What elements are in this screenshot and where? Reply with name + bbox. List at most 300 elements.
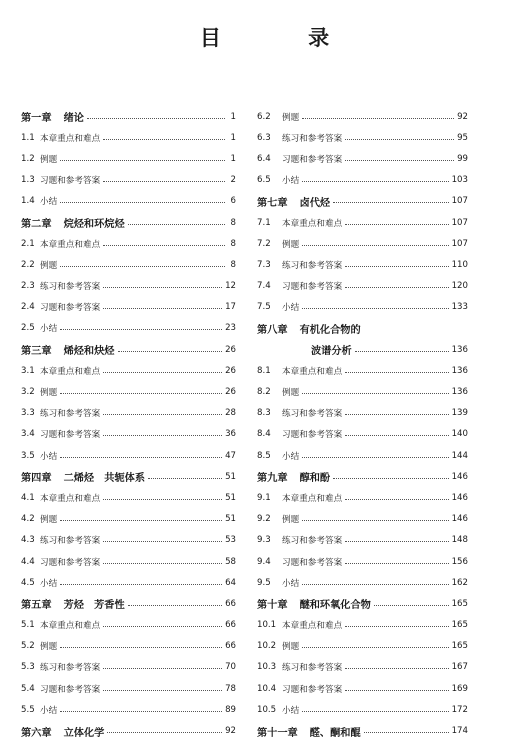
toc-dot-leader [302, 583, 448, 585]
toc-section-entry[interactable] [257, 551, 468, 572]
toc-entry-title: 练习和参考答案 [40, 536, 101, 547]
toc-section-entry[interactable] [21, 678, 236, 699]
toc-entry-number: 1.4 [21, 196, 35, 207]
toc-section-entry[interactable] [257, 530, 468, 551]
toc-entry-page: 26 [225, 344, 236, 355]
toc-entry-page: 165 [451, 598, 468, 609]
toc-entry-title: 小结 [40, 578, 58, 589]
toc-dot-leader [118, 350, 223, 352]
toc-section-entry[interactable] [257, 657, 468, 678]
toc-entry-page: 53 [225, 535, 236, 546]
toc-entry-number: 5.2 [21, 641, 35, 652]
toc-entry-page: 139 [451, 408, 468, 419]
toc-dot-leader [103, 138, 225, 140]
toc-dot-leader [355, 350, 449, 352]
toc-entry-number: 8.2 [257, 387, 271, 398]
toc-entry-number: 8.3 [257, 408, 271, 419]
toc-entry-page: 89 [225, 704, 236, 715]
toc-entry-number: 第一章 [21, 113, 52, 125]
toc-section-entry[interactable] [257, 254, 468, 275]
toc-dot-leader [107, 731, 222, 733]
page-title: 目 录 [199, 26, 370, 50]
toc-dot-leader [333, 201, 448, 203]
toc-chapter-entry[interactable] [21, 339, 236, 360]
toc-entry-title: 绪论 [63, 113, 84, 125]
toc-dot-leader [103, 413, 222, 415]
toc-entry-page: 47 [225, 450, 236, 461]
toc-section-entry[interactable] [21, 445, 236, 466]
toc-entry-page: 95 [457, 132, 468, 143]
toc-dot-leader [302, 646, 448, 648]
toc-dot-leader [345, 498, 448, 500]
toc-section-entry[interactable] [21, 297, 236, 318]
toc-entry-page: 66 [225, 641, 236, 652]
toc-entry-page: 70 [225, 662, 236, 673]
toc-entry-page: 103 [451, 175, 468, 186]
toc-entry-number: 9.5 [257, 577, 271, 588]
toc-entry-page: 133 [451, 302, 468, 313]
toc-entry-number: 6.3 [257, 132, 271, 143]
toc-entry-number: 2.1 [21, 238, 35, 249]
toc-chapter-entry[interactable] [21, 212, 236, 233]
toc-dot-leader [364, 731, 449, 733]
toc-entry-title: 小结 [40, 324, 58, 335]
toc-entry-title: 例题 [40, 260, 58, 271]
toc-entry-page: 162 [451, 577, 468, 588]
toc-entry-title: 习题和参考答案 [40, 684, 101, 695]
toc-entry-number: 第五章 [21, 600, 52, 612]
toc-dot-leader [345, 540, 448, 542]
toc-entry-page: 146 [451, 514, 468, 525]
toc-dot-leader [103, 498, 222, 500]
toc-entry-page: 156 [451, 556, 468, 567]
toc-entry-title: 本章重点和难点 [40, 366, 101, 377]
toc-entry-number: 4.1 [21, 492, 35, 503]
toc-entry-number: 4.3 [21, 535, 35, 546]
toc-entry-title: 习题和参考答案 [40, 557, 101, 568]
toc-section-entry[interactable] [21, 424, 236, 445]
toc-section-entry[interactable] [257, 360, 468, 381]
toc-entry-page: 92 [225, 726, 236, 737]
toc-entry-title: 习题和参考答案 [282, 154, 343, 165]
toc-entry-title: 小结 [40, 451, 58, 462]
toc-dot-leader [60, 392, 222, 394]
toc-entry-title: 小结 [40, 197, 58, 208]
toc-entry-number: 第三章 [21, 346, 52, 358]
toc-entry-page: 58 [225, 556, 236, 567]
toc-chapter-entry[interactable] [21, 466, 236, 487]
toc-dot-leader [87, 117, 225, 119]
toc-entry-page: 92 [457, 111, 468, 122]
toc-entry-number: 第九章 [257, 473, 288, 485]
toc-entry-number: 3.1 [21, 365, 35, 376]
toc-entry-number: 5.1 [21, 620, 35, 631]
toc-section-entry[interactable] [21, 530, 236, 551]
toc-entry-page: 107 [451, 196, 468, 207]
toc-entry-number: 6.4 [257, 153, 271, 164]
toc-entry-number: 1.3 [21, 175, 35, 186]
toc-dot-leader [345, 138, 454, 140]
toc-entry-title: 练习和参考答案 [282, 133, 343, 144]
toc-chapter-entry[interactable] [257, 593, 468, 614]
toc-entry-title: 例题 [40, 388, 58, 399]
toc-entry-number: 7.5 [257, 302, 271, 313]
toc-entry-page: 12 [225, 281, 236, 292]
toc-entry-title: 本章重点和难点 [282, 218, 343, 229]
toc-dot-leader [60, 519, 222, 521]
toc-section-entry[interactable] [21, 487, 236, 508]
toc-dot-leader [302, 456, 448, 458]
toc-entry-number: 第四章 [21, 473, 52, 485]
toc-entry-title: 小结 [282, 176, 300, 187]
toc-entry-number: 2.3 [21, 281, 35, 292]
toc-dot-leader [60, 201, 225, 203]
toc-entry-number: 7.4 [257, 281, 271, 292]
toc-section-entry[interactable] [21, 572, 236, 593]
toc-entry-number: 第六章 [21, 727, 52, 739]
toc-entry-number: 4.4 [21, 556, 35, 567]
toc-section-entry[interactable] [21, 699, 236, 720]
toc-entry-title: 本章重点和难点 [282, 621, 343, 632]
toc-entry-page: 28 [225, 408, 236, 419]
toc-section-entry[interactable] [21, 636, 236, 657]
toc-dot-leader [103, 307, 222, 309]
toc-dot-leader [302, 180, 448, 182]
toc-left-column [21, 106, 236, 742]
toc-section-entry[interactable] [21, 360, 236, 381]
toc-dot-leader [345, 667, 448, 669]
toc-entry-page: 110 [451, 259, 468, 270]
toc-entry-number: 1.1 [21, 132, 35, 143]
toc-dot-leader [60, 265, 225, 267]
toc-section-entry[interactable] [257, 615, 468, 636]
toc-entry-number: 5.5 [21, 704, 35, 715]
toc-entry-page: 165 [451, 620, 468, 631]
toc-dot-leader [345, 434, 448, 436]
toc-dot-leader [103, 625, 222, 627]
toc-dot-leader [148, 477, 222, 479]
toc-dot-leader [103, 244, 225, 246]
toc-entry-page: 107 [451, 238, 468, 249]
toc-entry-title: 练习和参考答案 [282, 536, 343, 547]
toc-section-entry[interactable] [257, 403, 468, 424]
toc-entry-number: 第二章 [21, 219, 52, 231]
toc-entry-title: 醚和环氧化合物 [299, 600, 371, 612]
toc-entry-title: 本章重点和难点 [282, 493, 343, 504]
toc-entry-number: 第十章 [257, 600, 288, 612]
toc-dot-leader [103, 434, 222, 436]
toc-entry-number: 7.1 [257, 217, 271, 228]
toc-entry-number: 10.3 [257, 662, 277, 673]
toc-entry-number: 5.4 [21, 683, 35, 694]
toc-entry-title: 卤代烃 [299, 197, 331, 209]
toc-entry-page: 17 [225, 302, 236, 313]
toc-entry-title: 习题和参考答案 [40, 176, 101, 187]
toc-dot-leader [345, 223, 448, 225]
toc-entry-number: 10.5 [257, 704, 277, 715]
toc-entry-title: 习题和参考答案 [40, 303, 101, 314]
toc-section-entry[interactable] [21, 318, 236, 339]
toc-dot-leader [60, 710, 222, 712]
toc-entry-title: 习题和参考答案 [282, 430, 343, 441]
toc-entry-title: 烷烃和环烷烃 [63, 219, 125, 231]
toc-dot-leader [103, 286, 222, 288]
toc-entry-title: 练习和参考答案 [282, 663, 343, 674]
toc-dot-leader [60, 583, 222, 585]
toc-entry-number: 6.2 [257, 111, 271, 122]
toc-section-entry[interactable] [257, 297, 468, 318]
toc-entry-page: 64 [225, 577, 236, 588]
toc-entry-number: 9.2 [257, 514, 271, 525]
toc-dot-leader [345, 625, 448, 627]
toc-section-entry[interactable] [21, 551, 236, 572]
toc-entry-page: 148 [451, 535, 468, 546]
toc-section-entry[interactable] [257, 127, 468, 148]
toc-dot-leader [60, 159, 225, 161]
toc-entry-page: 99 [457, 153, 468, 164]
toc-entry-title: 例题 [282, 112, 300, 123]
toc-entry-number: 2.5 [21, 323, 35, 334]
toc-entry-number: 7.3 [257, 259, 271, 270]
toc-section-entry[interactable] [257, 572, 468, 593]
toc-section-entry[interactable] [257, 424, 468, 445]
toc-dot-leader [374, 604, 449, 606]
toc-entry-page: 144 [451, 450, 468, 461]
toc-section-entry[interactable] [21, 276, 236, 297]
toc-entry-page: 8 [230, 217, 236, 228]
toc-entry-title: 例题 [40, 515, 58, 526]
toc-section-entry[interactable] [21, 615, 236, 636]
toc-dot-leader [302, 392, 448, 394]
toc-entry-title: 练习和参考答案 [40, 663, 101, 674]
toc-entry-title: 习题和参考答案 [282, 557, 343, 568]
toc-chapter-entry[interactable] [21, 720, 236, 741]
toc-entry-number: 2.4 [21, 302, 35, 313]
toc-entry-page: 1 [230, 153, 236, 164]
toc-entry-title: 练习和参考答案 [282, 409, 343, 420]
toc-dot-leader [345, 286, 448, 288]
toc-section-entry[interactable] [21, 127, 236, 148]
toc-entry-number: 2.2 [21, 259, 35, 270]
toc-entry-number: 3.3 [21, 408, 35, 419]
toc-entry-page: 51 [225, 514, 236, 525]
toc-dot-leader [302, 307, 448, 309]
toc-dot-leader [345, 265, 448, 267]
toc-section-entry[interactable] [257, 276, 468, 297]
toc-entry-page: 136 [451, 365, 468, 376]
toc-dot-leader [103, 562, 222, 564]
toc-dot-leader [103, 689, 222, 691]
toc-entry-number: 第十一章 [257, 727, 298, 739]
toc-section-entry[interactable] [257, 233, 468, 254]
toc-entry-page: 165 [451, 641, 468, 652]
toc-entry-page: 174 [451, 726, 468, 737]
toc-entry-page: 146 [451, 471, 468, 482]
toc-entry-title: 二烯烃 共轭体系 [63, 473, 146, 485]
toc-dot-leader [128, 223, 225, 225]
toc-entry-title: 小结 [282, 451, 300, 462]
toc-entry-page: 51 [225, 471, 236, 482]
toc-dot-leader [302, 710, 448, 712]
toc-section-entry[interactable] [257, 445, 468, 466]
toc-entry-number: 8.5 [257, 450, 271, 461]
toc-chapter-entry[interactable] [21, 593, 236, 614]
toc-entry-page: 169 [451, 683, 468, 694]
toc-entry-title: 有机化合物的 [299, 324, 361, 336]
toc-entry-title: 例题 [40, 642, 58, 653]
toc-dot-leader [60, 328, 222, 330]
toc-dot-leader [302, 117, 454, 119]
toc-section-entry[interactable] [21, 657, 236, 678]
toc-entry-title: 例题 [282, 239, 300, 250]
toc-entry-page: 66 [225, 598, 236, 609]
toc-entry-title: 本章重点和难点 [40, 133, 101, 144]
toc-entry-number: 8.1 [257, 365, 271, 376]
toc-entry-page: 2 [230, 175, 236, 186]
toc-entry-number: 9.1 [257, 492, 271, 503]
toc-section-entry[interactable] [21, 170, 236, 191]
toc-entry-number: 7.2 [257, 238, 271, 249]
toc-entry-title: 本章重点和难点 [40, 239, 101, 250]
toc-entry-title: 立体化学 [63, 727, 105, 739]
toc-entry-page: 8 [230, 238, 236, 249]
toc-entry-page: 8 [230, 259, 236, 270]
toc-section-entry[interactable] [21, 191, 236, 212]
toc-entry-title: 本章重点和难点 [40, 621, 101, 632]
toc-entry-title: 习题和参考答案 [282, 282, 343, 293]
toc-chapter-entry[interactable] [21, 106, 236, 127]
toc-entry-title: 小结 [40, 705, 58, 716]
toc-dot-leader [333, 477, 448, 479]
toc-entry-page: 26 [225, 365, 236, 376]
toc-entry-page: 140 [451, 429, 468, 440]
toc-entry-number: 第七章 [257, 197, 288, 209]
toc-entry-title: 本章重点和难点 [40, 493, 101, 504]
toc-entry-title: 练习和参考答案 [282, 260, 343, 271]
toc-section-entry[interactable] [21, 148, 236, 169]
toc-entry-page: 146 [451, 492, 468, 503]
toc-entry-title: 练习和参考答案 [40, 409, 101, 420]
toc-entry-title: 习题和参考答案 [282, 684, 343, 695]
toc-chapter-entry[interactable] [257, 339, 468, 360]
toc-section-entry[interactable] [21, 381, 236, 402]
toc-dot-leader [103, 667, 222, 669]
toc-entry-title: 例题 [282, 388, 300, 399]
toc-entry-number: 10.2 [257, 641, 277, 652]
toc-entry-number: 8.4 [257, 429, 271, 440]
toc-right-column [257, 106, 468, 742]
toc-entry-page: 23 [225, 323, 236, 334]
toc-entry-title: 醛、酮和醌 [309, 727, 361, 739]
toc-dot-leader [103, 371, 222, 373]
toc-dot-leader [103, 180, 225, 182]
toc-chapter-entry[interactable] [257, 191, 468, 212]
toc-section-entry[interactable] [257, 636, 468, 657]
toc-section-entry[interactable] [257, 678, 468, 699]
toc-entry-title: 芳烃 芳香性 [63, 600, 125, 612]
toc-dot-leader [103, 540, 222, 542]
toc-dot-leader [345, 562, 448, 564]
toc-section-entry[interactable] [257, 487, 468, 508]
toc-section-entry[interactable] [21, 254, 236, 275]
toc-entry-page: 66 [225, 620, 236, 631]
toc-entry-page: 136 [451, 387, 468, 398]
toc-entry-page: 1 [230, 111, 236, 122]
toc-entry-title: 习题和参考答案 [40, 430, 101, 441]
toc-entry-title: 醇和酚 [299, 473, 331, 485]
toc-section-entry[interactable] [257, 699, 468, 720]
toc-entry-number: 3.5 [21, 450, 35, 461]
toc-section-entry[interactable] [257, 148, 468, 169]
toc-entry-title: 本章重点和难点 [282, 366, 343, 377]
toc-entry-number: 5.3 [21, 662, 35, 673]
toc-entry-title: 例题 [282, 642, 300, 653]
toc-entry-number: 3.4 [21, 429, 35, 440]
toc-entry-title: 小结 [282, 705, 300, 716]
toc-dot-leader [345, 413, 448, 415]
toc-section-entry[interactable] [257, 212, 468, 233]
toc-entry-number: 6.5 [257, 175, 271, 186]
toc-entry-number: 10.4 [257, 683, 277, 694]
toc-entry-title: 练习和参考答案 [40, 282, 101, 293]
toc-entry-number: 9.3 [257, 535, 271, 546]
toc-entry-page: 1 [230, 132, 236, 143]
toc-dot-leader [345, 159, 454, 161]
toc-entry-page: 120 [451, 281, 468, 292]
toc-entry-title: 小结 [282, 303, 300, 314]
toc-entry-number: 1.2 [21, 153, 35, 164]
toc-dot-leader [345, 371, 448, 373]
toc-section-entry[interactable] [257, 509, 468, 530]
toc-entry-page: 107 [451, 217, 468, 228]
toc-section-entry[interactable] [21, 509, 236, 530]
toc-entry-page: 136 [451, 344, 468, 355]
toc-entry-page: 26 [225, 387, 236, 398]
toc-entry-number: 9.4 [257, 556, 271, 567]
toc-entry-title: 例题 [40, 154, 58, 165]
toc-section-entry[interactable] [21, 403, 236, 424]
toc-entry-page: 51 [225, 492, 236, 503]
toc-section-entry[interactable] [257, 170, 468, 191]
toc-chapter-entry[interactable] [257, 318, 468, 339]
toc-entry-page: 6 [230, 196, 236, 207]
toc-entry-title: 波谱分析 [311, 346, 352, 358]
toc-dot-leader [60, 646, 222, 648]
toc-dot-leader [345, 689, 448, 691]
toc-chapter-entry[interactable] [257, 720, 468, 741]
toc-entry-page: 172 [451, 704, 468, 715]
toc-entry-page: 78 [225, 683, 236, 694]
toc-entry-number: 第八章 [257, 324, 288, 336]
toc-dot-leader [302, 519, 448, 521]
toc-entry-title: 例题 [282, 515, 300, 526]
toc-entry-title: 小结 [282, 578, 300, 589]
toc-entry-number: 4.5 [21, 577, 35, 588]
toc-section-entry[interactable] [257, 106, 468, 127]
toc-chapter-entry[interactable] [257, 466, 468, 487]
toc-entry-page: 36 [225, 429, 236, 440]
toc-dot-leader [60, 456, 222, 458]
toc-entry-number: 10.1 [257, 620, 277, 631]
toc-section-entry[interactable] [257, 381, 468, 402]
toc-section-entry[interactable] [21, 233, 236, 254]
toc-entry-number: 3.2 [21, 387, 35, 398]
toc-dot-leader [128, 604, 222, 606]
toc-dot-leader [302, 244, 448, 246]
toc-entry-number: 4.2 [21, 514, 35, 525]
toc-entry-title: 烯烃和炔烃 [63, 346, 115, 358]
toc-entry-page: 167 [451, 662, 468, 673]
